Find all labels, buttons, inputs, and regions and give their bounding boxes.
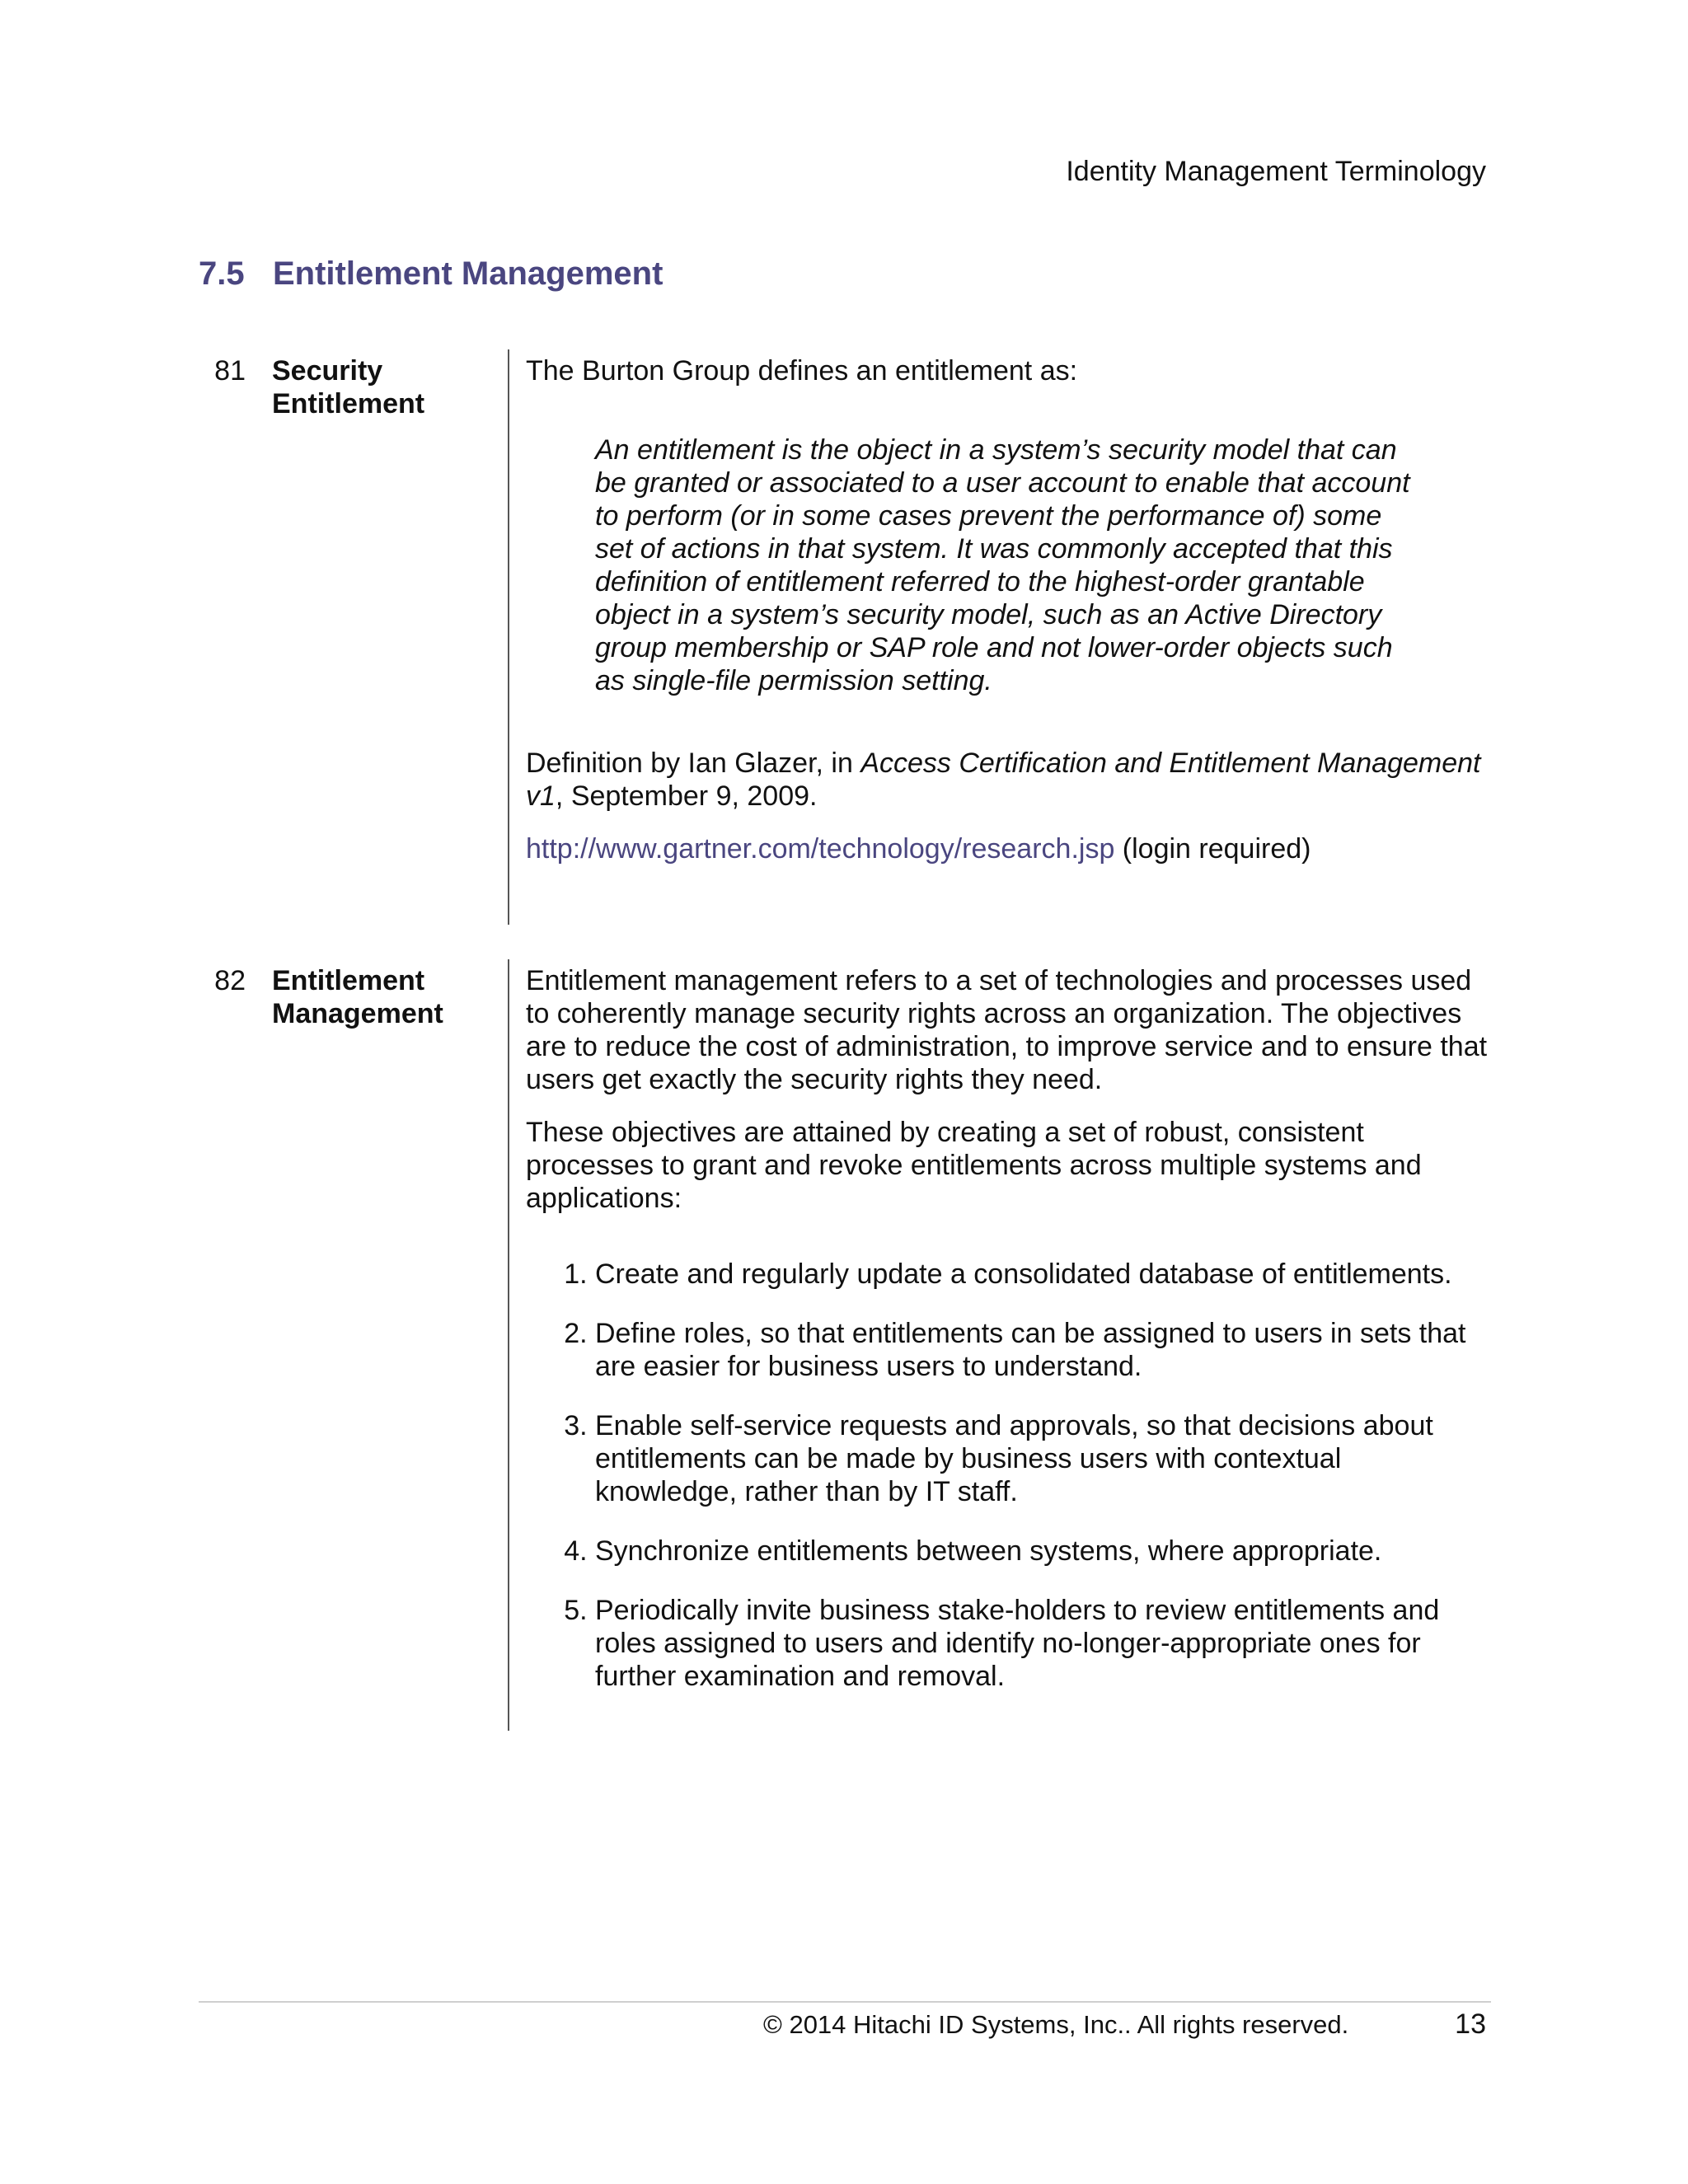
entry-divider (508, 349, 509, 925)
entry-body (526, 354, 1490, 885)
list-item: 2. Define roles, so that entitlements can be assigned to users in sets that are easier for business users to understand. (595, 1317, 1490, 1383)
footer-divider (199, 2001, 1491, 2003)
list-item: 4. Synchronize entitlements between systems, where appropriate. (595, 1535, 1490, 1568)
source-prefix: Definition by Ian Glazer, in (526, 748, 861, 779)
entry-paragraph: These objectives are attained by creating a set of robust, consistent processes to grant and revoke entitlements across multiple systems and applications: (526, 1117, 1422, 1214)
definition-quote: An entitlement is the object in a system’s security model that can be granted or associated to a user account to enable that account to perform (or in some cases prevent the performance of) some set of actions in that system. It was commonly accepted that this definition of entitlement referred to the highest-order grantable object in a system’s security model, such as an Active Directory group membership or SAP role and not lower-order objects such as single-file permission setting. (595, 434, 1410, 696)
section-heading (199, 252, 663, 295)
section-number: 7.5 (199, 255, 245, 292)
steps-list (526, 1258, 1490, 1693)
footer-copyright: © 2014 Hitachi ID Systems, Inc.. All rights reserved. (763, 2010, 1349, 2039)
source-title: Access Certification and Entitlement Management v1 (526, 748, 1481, 812)
source-suffix: , September 9, 2009. (555, 780, 818, 812)
definition-source (526, 747, 1490, 813)
reference-link[interactable]: http://www.gartner.com/technology/research.jsp (526, 833, 1115, 865)
entry-number: 81 (214, 355, 246, 387)
entry-term-line: Security (272, 355, 383, 387)
entry-intro: The Burton Group defines an entitlement as: (526, 355, 1078, 387)
reference-line (526, 832, 1490, 865)
entry-paragraph: Entitlement management refers to a set of technologies and processes used to coherently manage security rights across an organization. The objectives are to reduce the cost of administration, to improve service and to ensure that users get exactly the security rights they need. (526, 965, 1488, 1095)
entry-term (272, 964, 495, 1030)
entry-term (272, 354, 495, 420)
entry-body (526, 964, 1490, 1719)
entry-term-line: Management (272, 998, 443, 1029)
entry-term-line: Entitlement (272, 388, 425, 419)
running-header: Identity Management Terminology (1066, 156, 1486, 187)
entry-number: 82 (214, 965, 246, 996)
list-item: 5. Periodically invite business stake-holders to review entitlements and roles assigned to users and identify no-longer-appropriate ones for further examination and removal. (595, 1594, 1490, 1693)
page-number: 13 (1455, 2008, 1486, 2040)
list-item: 1. Create and regularly update a consolidated database of entitlements. (595, 1258, 1490, 1291)
section-title: Entitlement Management (273, 255, 663, 292)
reference-note: (login required) (1114, 833, 1311, 865)
entry-term-line: Entitlement (272, 965, 425, 996)
entry-divider (508, 959, 509, 1731)
list-item: 3. Enable self-service requests and approvals, so that decisions about entitlements can be made by business users with contextual knowledge, rather than by IT staff. (595, 1409, 1490, 1508)
